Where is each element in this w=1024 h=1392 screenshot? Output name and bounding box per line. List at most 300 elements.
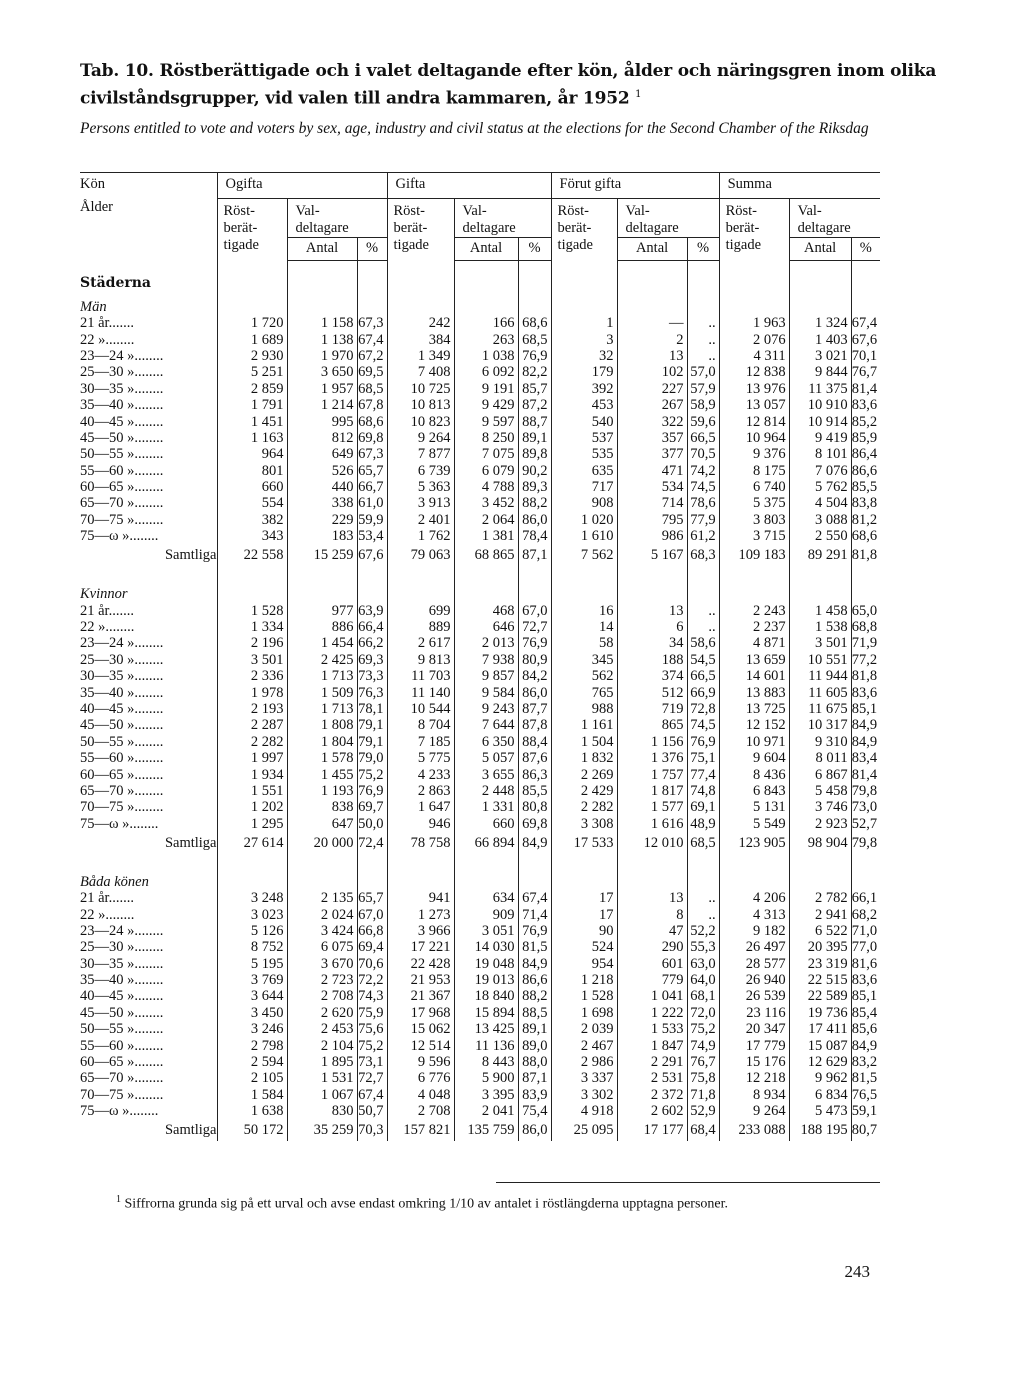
value-cell: — [617,315,687,331]
total-cell: 27 614 [217,832,287,854]
value-cell: 74,5 [687,717,719,733]
value-cell: 1 689 [217,331,287,347]
value-cell: 16 [551,602,617,618]
value-cell: 646 [454,619,518,635]
spacer-cell [789,580,851,602]
value-cell: 59,1 [851,1103,880,1119]
value-cell: 68,6 [518,315,551,331]
age-label: 60—65 »........ [80,479,164,496]
table-row [80,479,880,495]
table-subtitle: Persons entitled to vote and voters by sex, age, industry and civil status at the elections for the Second Chamber of the Riksdag [80,120,869,137]
age-label: 40—45 »........ [80,988,164,1005]
value-cell: 1 970 [287,348,357,364]
spacer-cell [357,854,387,868]
value-cell: 52,2 [687,923,719,939]
spacer-cell [387,261,454,294]
value-cell: 3 769 [217,972,287,988]
total-cell: 7 562 [551,544,617,566]
header-val-summa [789,199,880,238]
spacer-cell [387,566,454,580]
spacer-cell [80,854,217,868]
value-cell: 1 713 [287,701,357,717]
value-cell: 12 629 [789,1054,851,1070]
value-cell: 183 [287,528,357,544]
value-cell: 85,1 [851,988,880,1004]
rost-line3: tigade [557,237,593,253]
total-cell: 89 291 [789,544,851,566]
value-cell: 84,9 [851,717,880,733]
value-cell: 11 703 [387,668,454,684]
value-cell: 1 324 [789,315,851,331]
value-cell: 81,6 [851,956,880,972]
value-cell: 2 287 [217,717,287,733]
value-cell: 909 [454,906,518,922]
value-cell: 3 395 [454,1087,518,1103]
value-cell: .. [687,348,719,364]
footnote-mark: 1 [116,1194,121,1205]
value-cell: 72,0 [687,1005,719,1021]
value-cell: 87,7 [518,701,551,717]
value-cell: 75,2 [687,1021,719,1037]
value-cell: 5 126 [217,923,287,939]
value-cell: 86,0 [518,684,551,700]
value-cell: 10 813 [387,397,454,413]
table-row [80,1087,880,1103]
value-cell: 74,2 [687,463,719,479]
value-cell: 67,2 [357,348,387,364]
value-cell: 59,6 [687,413,719,429]
value-cell: 2 135 [287,890,357,906]
value-cell: 1 156 [617,734,687,750]
value-cell: 13 725 [719,701,789,717]
total-cell: 87,1 [518,544,551,566]
value-cell: 12 218 [719,1070,789,1086]
value-cell: 1 509 [287,684,357,700]
value-cell: 1 295 [217,816,287,832]
table-row [80,602,880,618]
value-cell: 1 451 [217,413,287,429]
value-cell: 382 [217,512,287,528]
val-line1: Val- [625,203,650,219]
value-cell: 1 403 [789,331,851,347]
val-line2: deltagare [625,220,679,236]
value-cell: 14 [551,619,617,635]
value-cell: 81,5 [851,1070,880,1086]
total-cell: 5 167 [617,544,687,566]
header-pct: % [851,238,880,261]
value-cell: 554 [217,495,287,511]
value-cell: 66,5 [687,430,719,446]
spacer-row [80,854,880,868]
table-row [80,668,880,684]
value-cell: 765 [551,684,617,700]
value-cell: 76,7 [687,1054,719,1070]
value-cell: 75,8 [687,1070,719,1086]
group-row [80,580,880,602]
header-group-ogifta: Ogifta [217,173,387,199]
value-cell: 65,7 [357,463,387,479]
value-cell: 2 782 [789,890,851,906]
value-cell: 3 [551,331,617,347]
value-cell: 8 934 [719,1087,789,1103]
age-label: 22 »........ [80,906,135,923]
value-cell: 1 963 [719,315,789,331]
value-cell: 12 814 [719,413,789,429]
table-title [80,60,960,111]
value-cell: 964 [217,446,287,462]
value-cell: 1 895 [287,1054,357,1070]
value-cell: 812 [287,430,357,446]
spacer-cell [617,868,687,890]
value-cell: 801 [217,463,287,479]
val-line2: deltagare [295,220,349,236]
table-row [80,1070,880,1086]
value-cell: 87,2 [518,397,551,413]
value-cell: 87,6 [518,750,551,766]
value-cell: 2 923 [789,816,851,832]
header-antal: Antal [789,238,851,261]
value-cell: 26 539 [719,988,789,1004]
value-cell: 1 698 [551,1005,617,1021]
value-cell: 512 [617,684,687,700]
value-cell: 3 051 [454,923,518,939]
value-cell: 9 596 [387,1054,454,1070]
value-cell: 10 725 [387,381,454,397]
value-cell: 537 [551,430,617,446]
total-cell: 67,6 [357,544,387,566]
value-cell: 13 [617,890,687,906]
value-cell: 67,4 [357,1087,387,1103]
value-cell: 1 528 [551,988,617,1004]
spacer-cell [357,566,387,580]
table-row [80,430,880,446]
value-cell: 524 [551,939,617,955]
value-cell: 80,9 [518,652,551,668]
total-cell: 25 095 [551,1119,617,1141]
value-cell: 81,4 [851,381,880,397]
group-row [80,868,880,890]
value-cell: 1 616 [617,816,687,832]
value-cell: 2 425 [287,652,357,668]
value-cell: 11 605 [789,684,851,700]
value-cell: 71,9 [851,635,880,651]
table-row [80,939,880,955]
age-label: 40—45 »........ [80,413,164,430]
value-cell: 55,3 [687,939,719,955]
value-cell: 1 804 [287,734,357,750]
spacer-cell [357,868,387,890]
value-cell: 1 349 [387,348,454,364]
table-row [80,635,880,651]
value-cell: 47 [617,923,687,939]
value-cell: 23 116 [719,1005,789,1021]
value-cell: 8 443 [454,1054,518,1070]
value-cell: 26 940 [719,972,789,988]
value-cell: 649 [287,446,357,462]
value-cell: 4 206 [719,890,789,906]
age-label: 55—60 »........ [80,1037,164,1054]
age-label: 65—70 »........ [80,1070,164,1087]
total-cell: 68 865 [454,544,518,566]
value-cell: 290 [617,939,687,955]
value-cell: 87,8 [518,717,551,733]
total-cell: 81,8 [851,544,880,566]
value-cell: 61,0 [357,495,387,511]
spacer-cell [687,261,719,294]
spacer-cell [287,854,357,868]
val-line1: Val- [295,203,320,219]
table-row [80,348,880,364]
value-cell: 6 867 [789,766,851,782]
value-cell: 86,0 [518,512,551,528]
value-cell: 2 531 [617,1070,687,1086]
value-cell: 374 [617,668,687,684]
value-cell: 50,0 [357,816,387,832]
total-cell: 17 177 [617,1119,687,1141]
value-cell: 535 [551,446,617,462]
footnote-text: Siffrorna grunda sig på ett urval och avse endast omkring 1/10 av antalet i röstlängderna upptagna personer. [124,1196,729,1212]
age-label: 22 »........ [80,619,135,636]
value-cell: 13 976 [719,381,789,397]
value-cell: 3 670 [287,956,357,972]
value-cell: 85,7 [518,381,551,397]
age-label: 30—35 »........ [80,380,164,397]
value-cell: 21 953 [387,972,454,988]
age-label: 75—ω »........ [80,1103,159,1120]
group-row [80,293,880,315]
value-cell: 635 [551,463,617,479]
spacer-cell [789,566,851,580]
value-cell: 11 140 [387,684,454,700]
value-cell: 66,9 [687,684,719,700]
value-cell: 85,5 [518,783,551,799]
value-cell: 9 243 [454,701,518,717]
spacer-cell [687,854,719,868]
value-cell: 1 038 [454,348,518,364]
spacer-cell [719,854,789,868]
value-cell: 2 863 [387,783,454,799]
spacer-cell [357,293,387,315]
value-cell: 1 376 [617,750,687,766]
value-cell: 68,5 [357,381,387,397]
value-cell: 377 [617,446,687,462]
age-label: 45—50 »........ [80,429,164,446]
rost-line3: tigade [725,237,762,253]
value-cell: 6 739 [387,463,454,479]
value-cell: 8 436 [719,766,789,782]
spacer-cell [217,293,287,315]
age-label: 55—60 »........ [80,462,164,479]
value-cell: 9 429 [454,397,518,413]
value-cell: 58,6 [687,635,719,651]
value-cell: 1 577 [617,799,687,815]
value-cell: 7 877 [387,446,454,462]
value-cell: 13 [617,602,687,618]
spacer-cell [387,868,454,890]
rost-line2: berät- [223,220,258,236]
value-cell: 88,2 [518,988,551,1004]
total-cell: 86,0 [518,1119,551,1141]
table-row [80,1054,880,1070]
rost-line1: Röst- [223,203,255,219]
age-label: 50—55 »........ [80,446,164,463]
value-cell: 263 [454,331,518,347]
value-cell: 2 930 [217,348,287,364]
value-cell: 634 [454,890,518,906]
value-cell: 68,6 [357,413,387,429]
table-row [80,495,880,511]
value-cell: 1 531 [287,1070,357,1086]
age-label: 35—40 »........ [80,972,164,989]
value-cell: 11 675 [789,701,851,717]
value-cell: 3 650 [287,364,357,380]
value-cell: 52,9 [687,1103,719,1119]
total-cell: 109 183 [719,544,789,566]
value-cell: 1 020 [551,512,617,528]
value-cell: 14 601 [719,668,789,684]
spacer-cell [617,261,687,294]
age-label: 35—40 »........ [80,684,164,701]
age-label: 45—50 »........ [80,1004,164,1021]
value-cell: 89,8 [518,446,551,462]
value-cell: 85,5 [851,479,880,495]
value-cell: 889 [387,619,454,635]
rost-line1: Röst- [725,203,757,219]
value-cell: 11 136 [454,1037,518,1053]
value-cell: 88,5 [518,1005,551,1021]
value-cell: 68,6 [851,528,880,544]
value-cell: 1 578 [287,750,357,766]
value-cell: 2 620 [287,1005,357,1021]
value-cell: 4 311 [719,348,789,364]
value-cell: 71,0 [851,923,880,939]
spacer-cell [387,580,454,602]
value-cell: 76,9 [518,635,551,651]
value-cell: 2 723 [287,972,357,988]
value-cell: 838 [287,799,357,815]
value-cell: 1 647 [387,799,454,815]
table-row [80,717,880,733]
value-cell: 4 048 [387,1087,454,1103]
spacer-cell [551,868,617,890]
value-cell: .. [687,890,719,906]
value-cell: 830 [287,1103,357,1119]
spacer-cell [851,261,880,294]
value-cell: .. [687,602,719,618]
voters-table [80,172,880,1141]
spacer-cell [851,293,880,315]
value-cell: 59,9 [357,512,387,528]
header-val-forut [617,199,719,238]
rost-line3: tigade [393,237,429,253]
value-cell: 15 087 [789,1037,851,1053]
total-cell: 12 010 [617,832,687,854]
total-cell: 22 558 [217,544,287,566]
value-cell: 166 [454,315,518,331]
value-cell: 3 803 [719,512,789,528]
value-cell: 17 [551,906,617,922]
table-row [80,766,880,782]
table-row [80,512,880,528]
rost-line1: Röst- [557,203,589,219]
value-cell: 908 [551,495,617,511]
table-row [80,1021,880,1037]
total-cell: 157 821 [387,1119,454,1141]
value-cell: 75,2 [357,766,387,782]
rost-line1: Röst- [393,203,425,219]
spacer-cell [518,854,551,868]
value-cell: 13 425 [454,1021,518,1037]
value-cell: 3 450 [217,1005,287,1021]
value-cell: 1 533 [617,1021,687,1037]
value-cell: 61,2 [687,528,719,544]
table-row [80,463,880,479]
value-cell: 89,0 [518,1037,551,1053]
value-cell: 699 [387,602,454,618]
spacer-cell [518,293,551,315]
value-cell: 73,0 [851,799,880,815]
table-row [80,701,880,717]
spacer-cell [551,566,617,580]
value-cell: 15 062 [387,1021,454,1037]
value-cell: 1 454 [287,635,357,651]
value-cell: 84,9 [518,956,551,972]
value-cell: 65,7 [357,890,387,906]
value-cell: 67,6 [851,331,880,347]
value-cell: 2 594 [217,1054,287,1070]
spacer-cell [518,868,551,890]
spacer-row [80,566,880,580]
value-cell: 83,6 [851,397,880,413]
value-cell: 534 [617,479,687,495]
value-cell: 2 401 [387,512,454,528]
val-line1: Val- [462,203,487,219]
spacer-cell [617,566,687,580]
age-label: 75—ω »........ [80,528,159,545]
value-cell: 601 [617,956,687,972]
total-cell: 78 758 [387,832,454,854]
value-cell: 6 079 [454,463,518,479]
value-cell: 4 918 [551,1103,617,1119]
age-label: 25—30 »........ [80,651,164,668]
value-cell: 5 775 [387,750,454,766]
value-cell: 8 101 [789,446,851,462]
spacer-cell [719,261,789,294]
total-cell: 84,9 [518,832,551,854]
value-cell: 10 317 [789,717,851,733]
total-cell: 17 533 [551,832,617,854]
value-cell: 5 195 [217,956,287,972]
spacer-cell [357,580,387,602]
spacer-cell [789,261,851,294]
value-cell: 73,3 [357,668,387,684]
value-cell: 1 817 [617,783,687,799]
value-cell: 50,7 [357,1103,387,1119]
value-cell: 1 067 [287,1087,357,1103]
value-cell: 88,7 [518,413,551,429]
value-cell: 9 584 [454,684,518,700]
value-cell: 9 376 [719,446,789,462]
age-label: 23—24 »........ [80,922,164,939]
value-cell: 79,0 [357,750,387,766]
value-cell: 68,1 [687,988,719,1004]
age-label: 25—30 »........ [80,364,164,381]
table-row [80,1005,880,1021]
value-cell: 82,2 [518,364,551,380]
value-cell: 84,9 [851,1037,880,1053]
value-cell: 3 452 [454,495,518,511]
header-antal: Antal [617,238,687,261]
